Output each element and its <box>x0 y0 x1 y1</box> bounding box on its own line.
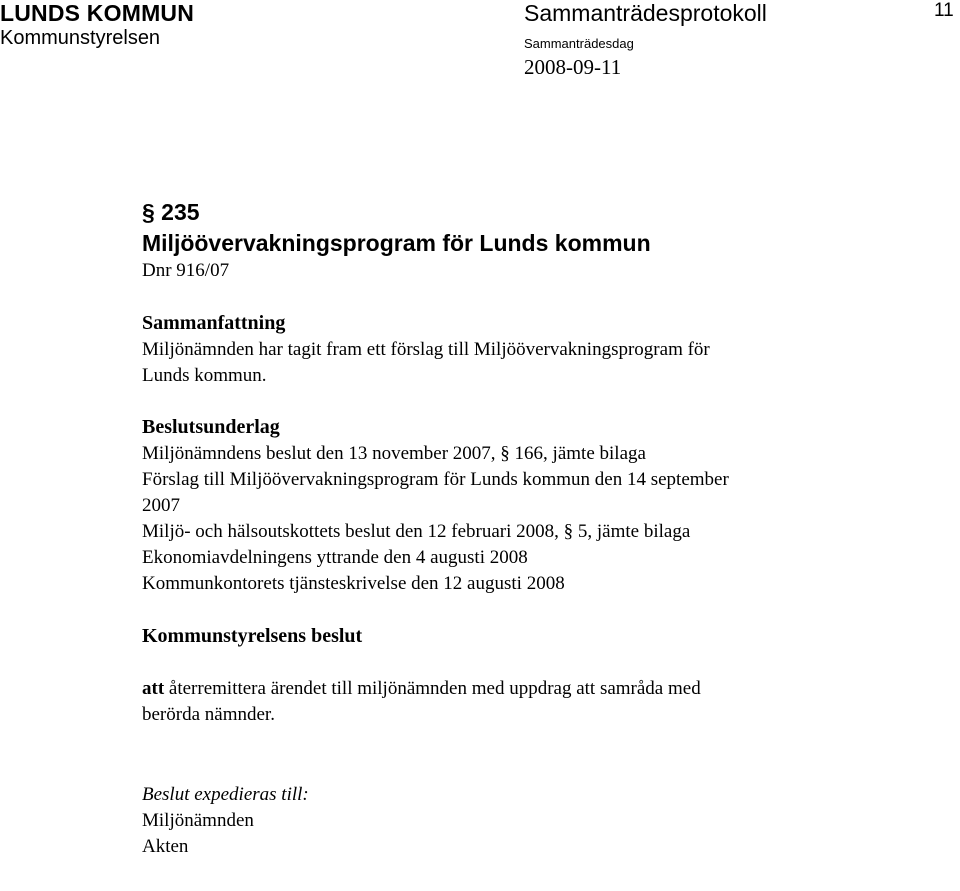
distribution-section <box>142 782 942 860</box>
distribution-recipient: Miljönämnden <box>142 810 254 831</box>
decision-line: berörda nämnder. <box>142 704 275 725</box>
distribution-heading: Beslut expedieras till: <box>142 784 309 805</box>
summary-section <box>142 310 942 389</box>
decision-section <box>142 623 942 728</box>
basis-line: 2007 <box>142 495 180 516</box>
item-title: Miljöövervakningsprogram för Lunds kommun <box>142 230 651 256</box>
page-number: 11 <box>934 0 954 21</box>
protocol-item <box>142 196 942 860</box>
department-name: Kommunstyrelsen <box>0 27 161 49</box>
basis-line: Ekonomiavdelningens yttrande den 4 augusti 2008 <box>142 547 528 568</box>
basis-line: Kommunkontorets tjänsteskrivelse den 12 augusti 2008 <box>142 573 565 594</box>
section-number: § 235 <box>142 199 200 225</box>
basis-line: Miljönämndens beslut den 13 november 2007, § 166, jämte bilaga <box>142 443 646 464</box>
organization-name: LUNDS KOMMUN <box>0 0 195 26</box>
decision-line <box>142 676 942 702</box>
summary-line: Lunds kommun. <box>142 365 267 386</box>
decision-heading: Kommunstyrelsens beslut <box>142 625 363 647</box>
basis-heading: Beslutsunderlag <box>142 416 280 438</box>
basis-line: Förslag till Miljöövervakningsprogram för Lunds kommun den 14 september <box>142 469 729 490</box>
diary-number: Dnr 916/07 <box>142 260 230 281</box>
distribution-recipient: Akten <box>142 836 189 857</box>
summary-heading: Sammanfattning <box>142 312 286 334</box>
basis-section <box>142 414 942 597</box>
document-type: Sammanträdesprotokoll <box>524 0 767 26</box>
meeting-date: 2008-09-11 <box>524 55 622 79</box>
basis-line: Miljö- och hälsoutskottets beslut den 12 februari 2008, § 5, jämte bilaga <box>142 521 691 542</box>
summary-line: Miljönämnden har tagit fram ett förslag till Miljöövervakningsprogram för <box>142 339 710 360</box>
decision-text: återremittera ärendet till miljönämnden med uppdrag att samråda med <box>164 678 701 699</box>
decision-att-keyword: att <box>142 678 165 699</box>
meeting-date-label: Sammanträdesdag <box>524 36 634 51</box>
